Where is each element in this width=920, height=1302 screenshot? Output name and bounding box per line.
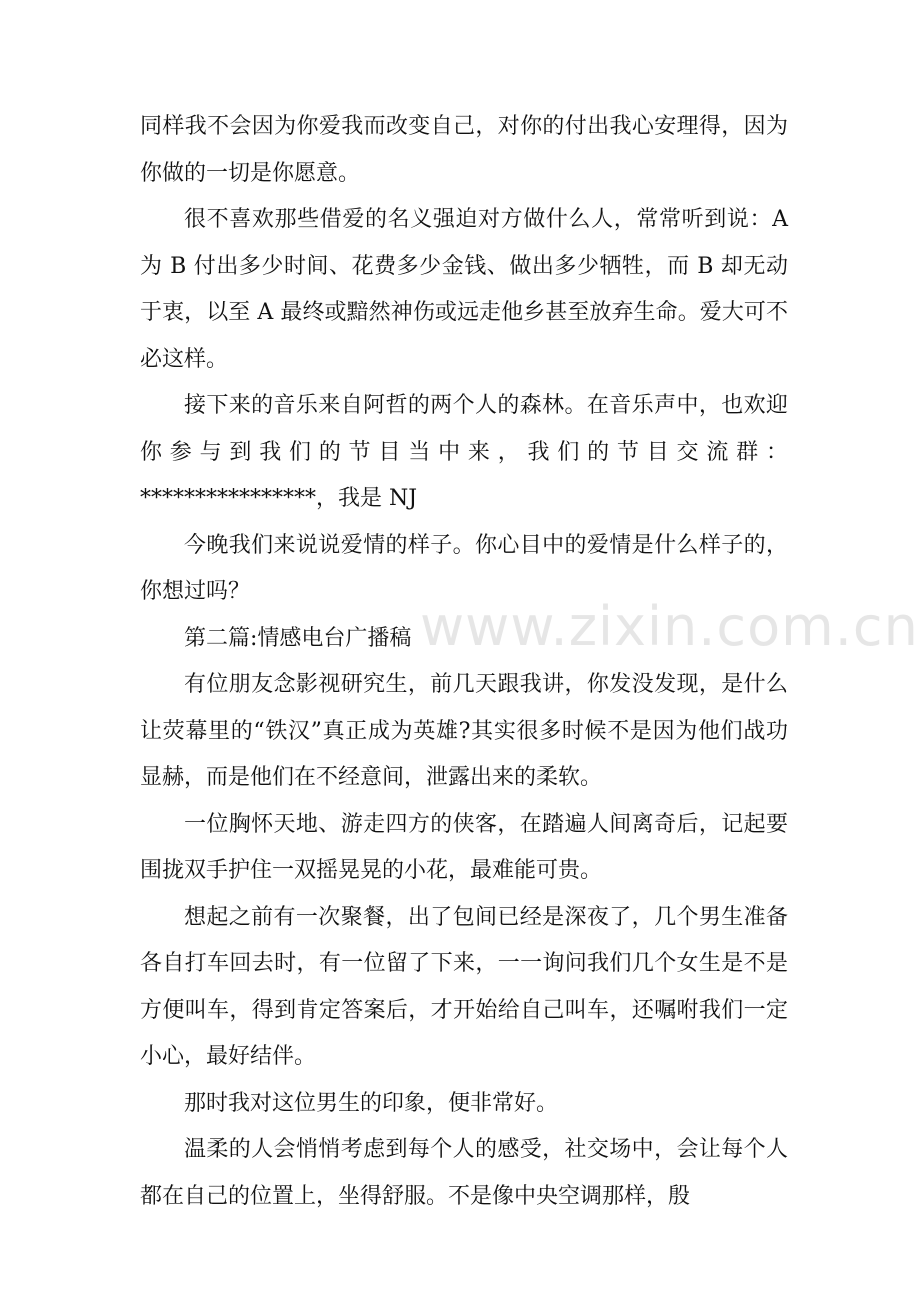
paragraph: 接下来的音乐来自阿哲的两个人的森林。在音乐声中，也欢迎你参与到我们的节目当中来，我们的节目交流群：****************，我是 NJ: [140, 393, 788, 511]
paragraph: 同样我不会因为你爱我而改变自己，对你的付出我心安理得，因为你做的一切是你愿意。: [140, 114, 788, 186]
document-body: [140, 104, 788, 1220]
section-heading: 第二篇:情感电台广播稿: [184, 625, 412, 651]
paragraph: 今晚我们来说说爱情的样子。你心目中的爱情是什么样子的，你想过吗？: [140, 532, 788, 604]
paragraph: 很不喜欢那些借爱的名义强迫对方做什么人，常常听到说：A 为 B 付出多少时间、花费多少金钱、做出多少牺牲，而 B 却无动于衷，以至 A 最终或黯然神伤或远走他乡甚至放弃生命。爱大可不必这样。: [140, 207, 788, 372]
paragraph: 有位朋友念影视研究生，前几天跟我讲，你发没发现，是什么让荧幕里的“铁汉”真正成为英雄?其实很多时候不是因为他们战功显赫，而是他们在不经意间，泄露出来的柔软。: [140, 672, 788, 790]
paragraph: 那时我对这位男生的印象，便非常好。: [184, 1090, 559, 1116]
paragraph: 一位胸怀天地、游走四方的侠客，在踏遍人间离奇后，记起要围拢双手护住一双摇晃晃的小花，最难能可贵。: [140, 811, 788, 883]
watermark: www.zixin.com.cn: [420, 595, 919, 658]
paragraph: 想起之前有一次聚餐，出了包间已经是深夜了，几个男生准备各自打车回去时，有一位留了下来，一一询问我们几个女生是不是方便叫车，得到肯定答案后，才开始给自己叫车，还嘱咐我们一定小心，最好结伴。: [140, 904, 788, 1069]
paragraph: 温柔的人会悄悄考虑到每个人的感受，社交场中，会让每个人都在自己的位置上，坐得舒服。不是像中央空调那样，殷: [140, 1137, 788, 1209]
